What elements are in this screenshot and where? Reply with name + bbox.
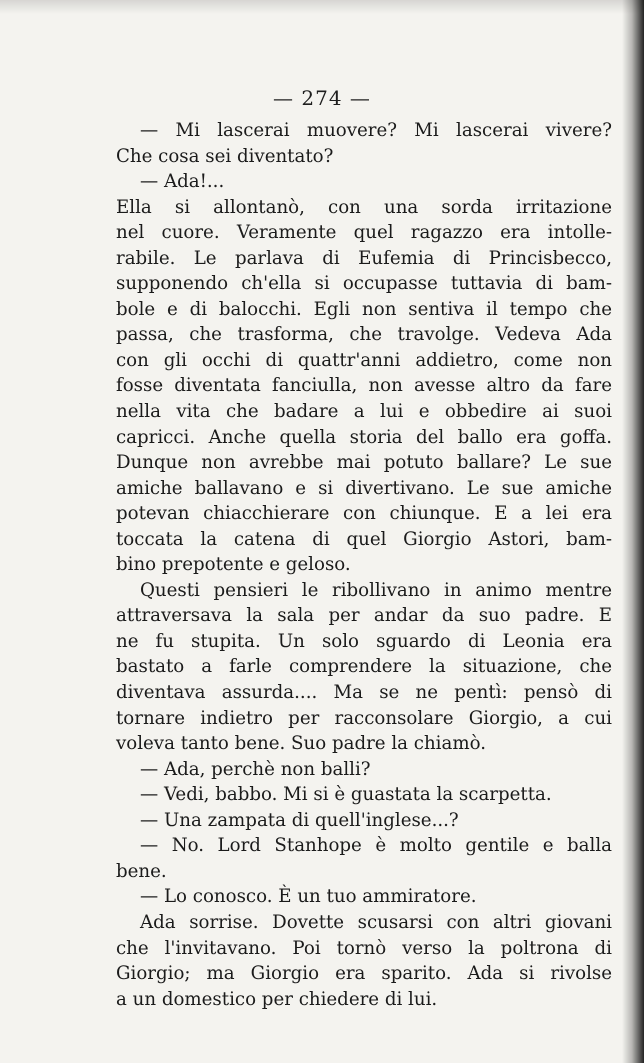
text-line: amiche ballavano e si divertivano. Le sue amiche [116, 477, 612, 499]
text-line: ne fu stupita. Un solo sguardo di Leonia era [116, 630, 612, 652]
text-line: attraversava la sala per andar da suo padre. E [116, 605, 612, 627]
text-line: a un domestico per chiedere di lui. [116, 988, 438, 1010]
text-line: fosse diventata fanciulla, non avesse altro da fare [116, 375, 612, 397]
text-line: voleva tanto bene. Suo padre la chiamò. [116, 733, 486, 755]
page-number: — 274 — [273, 86, 371, 110]
text-line: rabile. Le parlava di Eufemia di Princisbecco, [116, 247, 612, 269]
text-line: Ada sorrise. Dovette scusarsi con altri giovani [140, 911, 612, 933]
text-line: Dunque non avrebbe mai potuto ballare? Le sue [116, 452, 612, 474]
text-line: diventava assurda.... Ma se ne pentì: pensò di [116, 682, 612, 704]
text-line: nella vita che badare a lui e obbedire ai suoi [116, 401, 612, 423]
text-line: Questi pensieri le ribollivano in animo mentre [140, 579, 612, 601]
text-line: Che cosa sei diventato? [116, 145, 334, 167]
text-line: — Una zampata di quell'inglese...? [140, 809, 459, 831]
text-line: — Vedi, babbo. Mi si è guastata la scarpetta. [140, 784, 552, 806]
text-line: — Ada!... [140, 171, 225, 193]
body-text [116, 118, 612, 1012]
text-line: — Lo conosco. È un tuo ammiratore. [140, 886, 477, 908]
page-edge-shadow [622, 0, 644, 1063]
text-line: toccata la catena di quel Giorgio Astori, bam- [116, 528, 612, 550]
text-line: nel cuore. Veramente quel ragazzo era intolle- [116, 222, 612, 244]
text-line: capricci. Anche quella storia del ballo era goffa. [116, 426, 612, 448]
text-line: passa, che trasforma, che travolge. Vedeva Ada [116, 324, 612, 346]
text-line: tornare indietro per racconsolare Giorgio, a cui [116, 707, 612, 729]
page-top-shadow [0, 0, 644, 14]
text-line: bene. [116, 860, 167, 882]
text-line: bole e di balocchi. Egli non sentiva il tempo che [116, 298, 612, 320]
text-line: con gli occhi di quattr'anni addietro, come non [116, 349, 612, 371]
text-line: bino prepotente e geloso. [116, 554, 351, 576]
text-line: bastato a farle comprendere la situazione, che [116, 656, 612, 678]
text-line: — Ada, perchè non balli? [140, 758, 371, 780]
text-line: — No. Lord Stanhope è molto gentile e balla [140, 835, 612, 857]
text-line: supponendo ch'ella si occupasse tuttavia di bam- [116, 273, 612, 295]
text-line: — Mi lascerai muovere? Mi lascerai vivere? [140, 120, 612, 141]
text-line: Ella si allontanò, con una sorda irritazione [116, 196, 612, 218]
text-line: che l'invitavano. Poi tornò verso la poltrona di [116, 937, 612, 959]
text-line: Giorgio; ma Giorgio era sparito. Ada si rivolse [116, 963, 612, 985]
text-line: potevan chiacchierare con chiunque. E a lei era [116, 503, 612, 525]
